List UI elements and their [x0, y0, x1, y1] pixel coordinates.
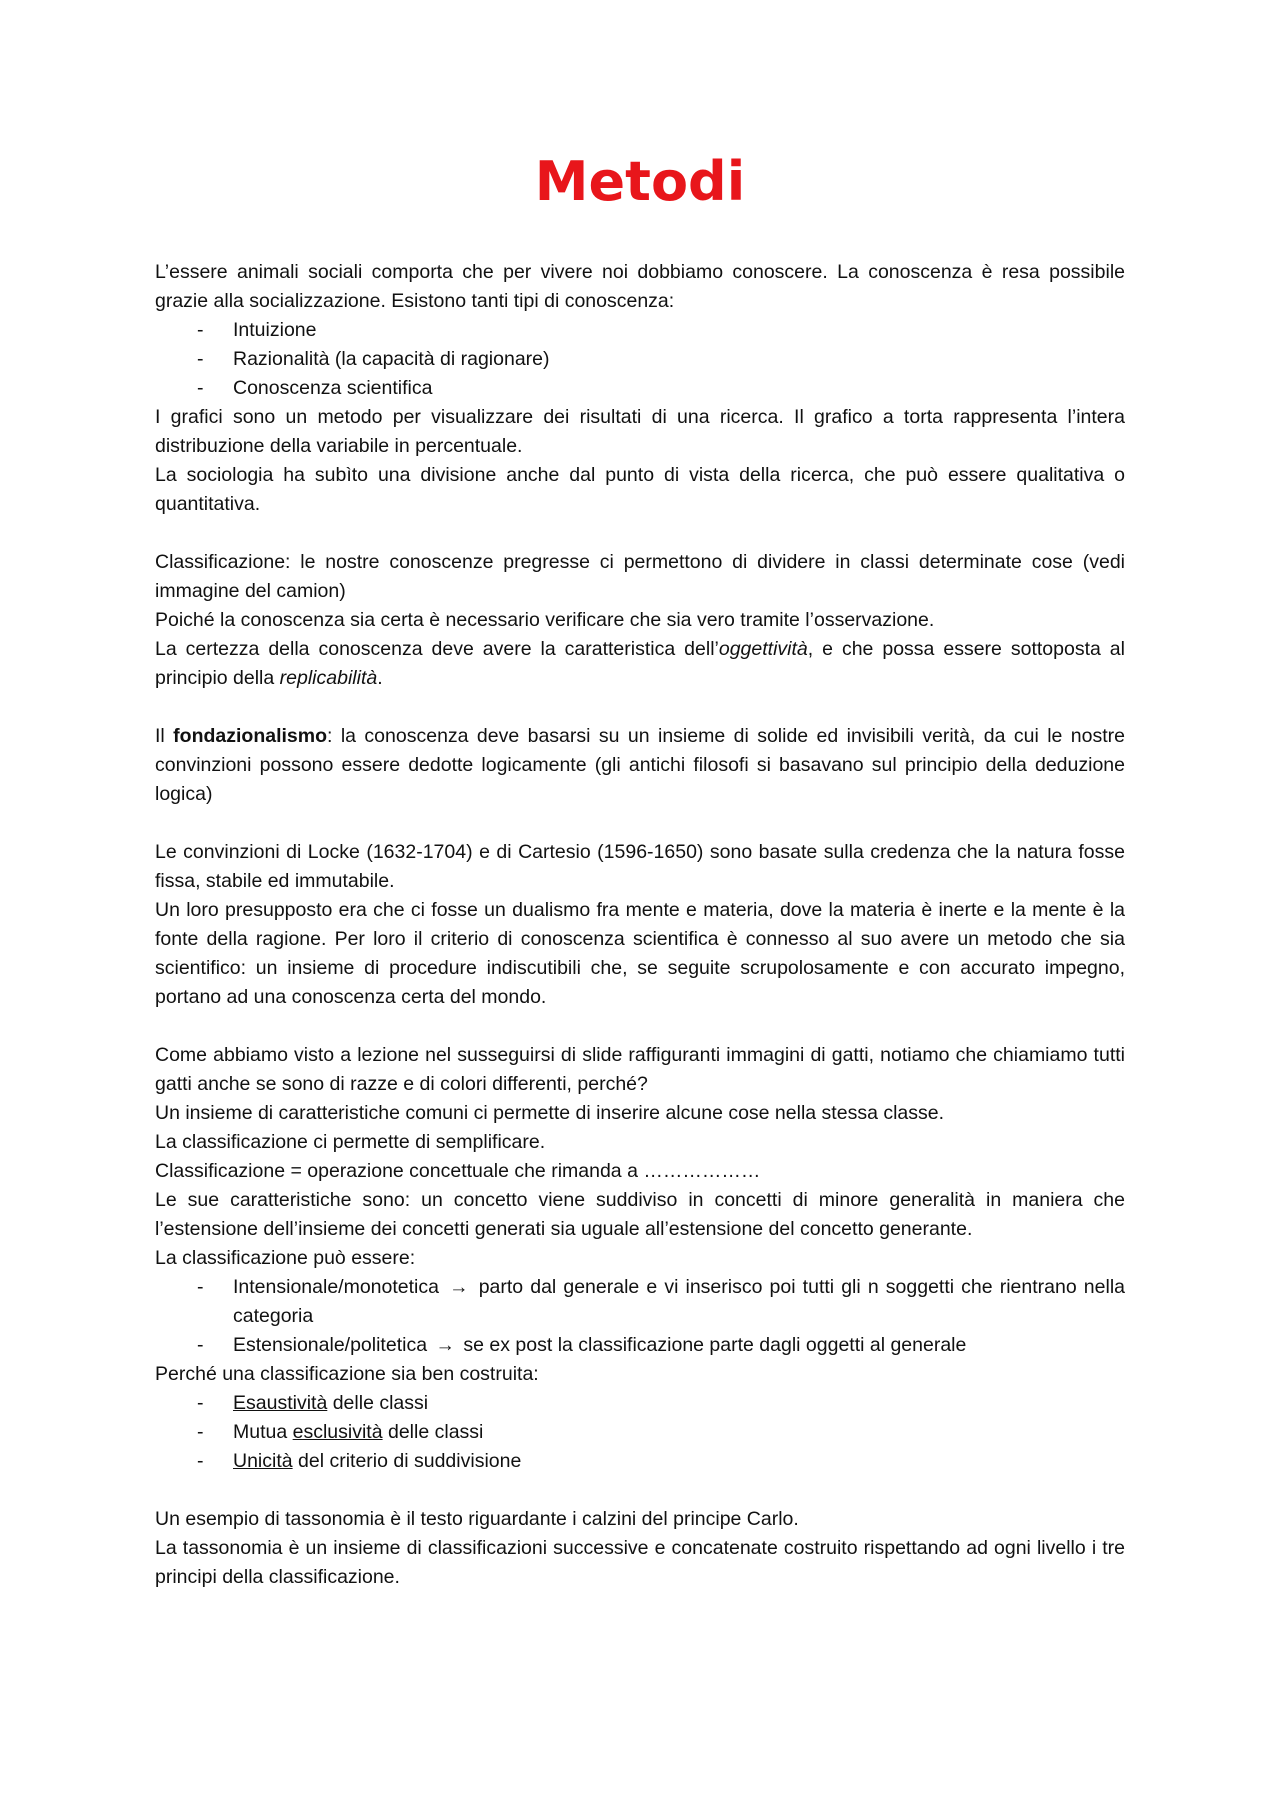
text-run: Il — [155, 725, 174, 747]
paragraph: La tassonomia è un insieme di classificazioni successive e concatenate costruito rispettando ad ogni livello i tre principi della classificazione. — [155, 1537, 1125, 1588]
emphasis: replicabilità — [279, 667, 378, 689]
page-title: Metodi — [534, 150, 746, 213]
knowledge-types-list — [155, 316, 1125, 403]
list-item — [155, 1447, 1125, 1476]
bold-term: fondazionalismo — [173, 725, 328, 747]
text-run: : la conoscenza deve basarsi su un insieme di solide ed invisibili verità, da cui le nostre convinzioni possono essere dedotte logicamente (gli antichi filosofi si basavano sul principio della deduzione logica) — [155, 725, 1125, 805]
paragraph: Le convinzioni di Locke (1632-1704) e di Cartesio (1596-1650) sono basate sulla credenza che la natura fosse fissa, stabile ed immutabile. — [155, 841, 1125, 892]
paragraph: Poiché la conoscenza sia certa è necessario verificare che sia vero tramite l’osservazione. — [155, 609, 935, 631]
underlined-term: esclusività — [292, 1421, 383, 1443]
text-run: Mutua — [233, 1421, 293, 1443]
list-item — [155, 1331, 1125, 1360]
text-run: Estensionale/politetica — [233, 1334, 428, 1356]
list-item — [155, 1273, 1125, 1331]
paragraph: L’essere animali sociali comporta che per vivere noi dobbiamo conoscere. La conoscenza è resa possibile grazie alla socializzazione. Esistono tanti tipi di conoscenza: — [155, 261, 1125, 312]
paragraph: Classificazione = operazione concettuale che rimanda a ……………… — [155, 1160, 761, 1182]
text-run: parto dal generale e vi inserisco poi tutti gli n soggetti che rientrano nella categoria — [233, 1276, 1125, 1327]
spacer — [155, 1012, 1125, 1041]
rules-list — [155, 1389, 1125, 1476]
text-run: delle classi — [327, 1392, 429, 1414]
paragraph: Classificazione: le nostre conoscenze pregresse ci permettono di dividere in classi determinate cose (vedi immagine del camion) — [155, 551, 1125, 602]
classification-types-list — [155, 1273, 1125, 1360]
underlined-term: Unicità — [233, 1450, 293, 1472]
list-item — [155, 1389, 1125, 1418]
text-run: Intensionale/monotetica — [233, 1276, 439, 1298]
paragraph: Le sue caratteristiche sono: un concetto viene suddiviso in concetti di minore generalità in maniera che l’estensione dell’insieme dei concetti generati sia uguale all’estensione del concetto generante. — [155, 1189, 1125, 1240]
list-item — [155, 1418, 1125, 1447]
paragraph: I grafici sono un metodo per visualizzare dei risultati di una ricerca. Il grafico a torta rappresenta l’intera distribuzione della variabile in percentuale. — [155, 406, 1125, 457]
paragraph — [155, 722, 1125, 809]
text-run: se ex post la classificazione parte dagli oggetti al generale — [463, 1334, 967, 1356]
spacer — [155, 1476, 1125, 1505]
paragraph: Un insieme di caratteristiche comuni ci permette di inserire alcune cose nella stessa classe. — [155, 1102, 945, 1124]
text-run: del criterio di suddivisione — [292, 1450, 522, 1472]
arrow-right-icon: → — [449, 1276, 469, 1298]
emphasis: oggettività — [718, 638, 808, 660]
text-run: delle classi — [382, 1421, 484, 1443]
spacer — [155, 519, 1125, 548]
underlined-term: Esaustività — [233, 1392, 328, 1414]
text-run: , e che possa essere sottoposta al principio della — [155, 638, 1125, 689]
paragraph: La sociologia ha subìto una divisione anche dal punto di vista della ricerca, che può essere qualitativa o quantitativa. — [155, 464, 1125, 515]
paragraph: Perché una classificazione sia ben costruita: — [155, 1363, 539, 1385]
paragraph: Un esempio di tassonomia è il testo riguardante i calzini del principe Carlo. — [155, 1508, 799, 1530]
spacer — [155, 809, 1125, 838]
paragraph — [155, 635, 1125, 693]
paragraph: La classificazione ci permette di semplificare. — [155, 1131, 546, 1153]
list-item: - Conoscenza scientifica — [155, 374, 1125, 403]
arrow-right-icon: → — [435, 1334, 455, 1356]
list-item: - Intuizione — [155, 316, 1125, 345]
spacer — [155, 693, 1125, 722]
text-run: La certezza della conoscenza deve avere la caratteristica dell’ — [155, 638, 719, 660]
list-item: - Razionalità (la capacità di ragionare) — [155, 345, 1125, 374]
paragraph: Come abbiamo visto a lezione nel susseguirsi di slide raffiguranti immagini di gatti, notiamo che chiamiamo tutti gatti anche se sono di razze e di colori differenti, perché? — [155, 1044, 1125, 1095]
paragraph: Un loro presupposto era che ci fosse un dualismo fra mente e materia, dove la materia è inerte e la mente è la fonte della ragione. Per loro il criterio di conoscenza scientifica è connesso al suo avere un metodo che sia scientifico: un insieme di procedure indiscutibili che, se seguite scrupolosamente e con accurato impegno, portano ad una conoscenza certa del mondo. — [155, 899, 1125, 1008]
paragraph: La classificazione può essere: — [155, 1247, 416, 1269]
text-run: . — [377, 667, 383, 689]
